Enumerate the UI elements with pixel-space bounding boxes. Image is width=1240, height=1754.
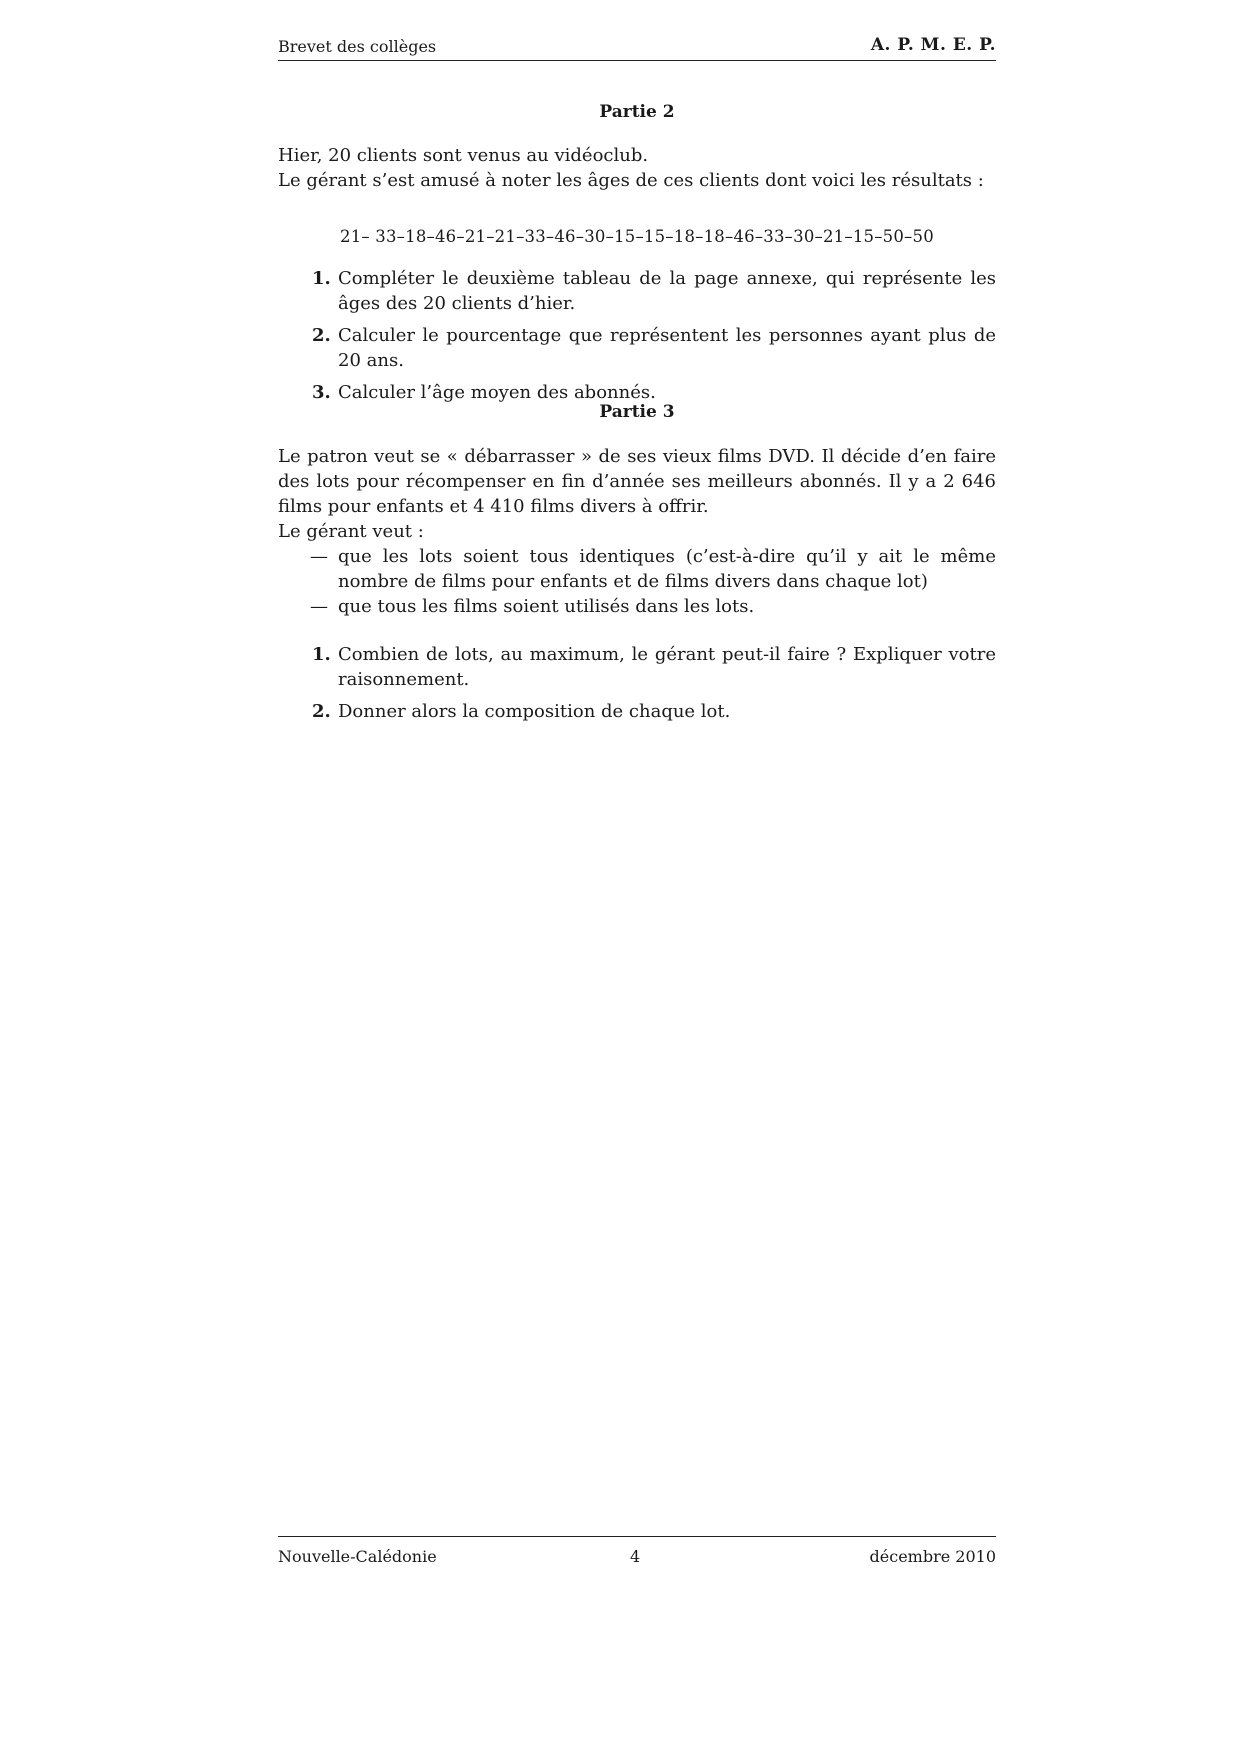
question-number: 3. bbox=[312, 382, 331, 403]
question-text: Calculer l’âge moyen des abonnés. bbox=[338, 382, 656, 403]
partie-3-title: Partie 3 bbox=[599, 402, 675, 422]
footer-left-text: Nouvelle-Calédonie bbox=[278, 1547, 437, 1566]
partie-3-conditions bbox=[278, 544, 996, 619]
question-item bbox=[278, 642, 996, 692]
partie-2-questions bbox=[278, 266, 996, 412]
dash-bullet: — bbox=[310, 596, 328, 617]
question-item bbox=[278, 266, 996, 316]
condition-text: que tous les films soient utilisés dans les lots. bbox=[338, 596, 755, 617]
partie-2-title: Partie 2 bbox=[599, 102, 675, 122]
question-text: Donner alors la composition de chaque lot. bbox=[338, 701, 731, 722]
question-number: 1. bbox=[312, 268, 331, 289]
question-text: Compléter le deuxième tableau de la page annexe, qui représente les âges des 20 clients d’hier. bbox=[338, 268, 996, 314]
header-left-text: Brevet des collèges bbox=[278, 37, 437, 56]
partie-2-intro-line-2: Le gérant s’est amusé à noter les âges de ces clients dont voici les résultats : bbox=[278, 170, 984, 191]
question-number: 1. bbox=[312, 644, 331, 665]
footer-right-text: décembre 2010 bbox=[869, 1547, 996, 1566]
ages-sequence: 21– 33–18–46–21–21–33–46–30–15–15–18–18–46–33–30–21–15–50–50 bbox=[340, 227, 934, 246]
condition-text: que les lots soient tous identiques (c’est-à-dire qu’il y ait le même nombre de films pour enfants et de films divers dans chaque lot) bbox=[338, 546, 996, 592]
partie-2-intro bbox=[278, 143, 996, 193]
condition-item bbox=[278, 544, 996, 594]
question-text: Combien de lots, au maximum, le gérant peut-il faire ? Expliquer votre raisonnement. bbox=[338, 644, 996, 690]
question-number: 2. bbox=[312, 325, 331, 346]
header-right-text: A. P. M. E. P. bbox=[870, 35, 996, 55]
page-number: 4 bbox=[630, 1547, 641, 1566]
partie-3-lead: Le gérant veut : bbox=[278, 521, 424, 542]
question-number: 2. bbox=[312, 701, 331, 722]
dash-bullet: — bbox=[310, 546, 328, 567]
partie-2-intro-line-1: Hier, 20 clients sont venus au vidéoclub. bbox=[278, 145, 649, 166]
question-item bbox=[278, 699, 996, 724]
partie-3-intro: Le patron veut se « débarrasser » de ses vieux films DVD. Il décide d’en faire des lots pour récompenser en fin d’année ses meilleurs abonnés. Il y a 2 646 films pour enfants et 4 410 films divers à offrir. bbox=[278, 446, 996, 517]
partie-3-questions bbox=[278, 642, 996, 731]
exam-page bbox=[278, 0, 996, 1754]
page-footer bbox=[278, 1536, 996, 1566]
condition-item bbox=[278, 594, 996, 619]
question-item bbox=[278, 323, 996, 373]
question-text: Calculer le pourcentage que représentent les personnes ayant plus de 20 ans. bbox=[338, 325, 996, 371]
page-header bbox=[278, 35, 996, 61]
